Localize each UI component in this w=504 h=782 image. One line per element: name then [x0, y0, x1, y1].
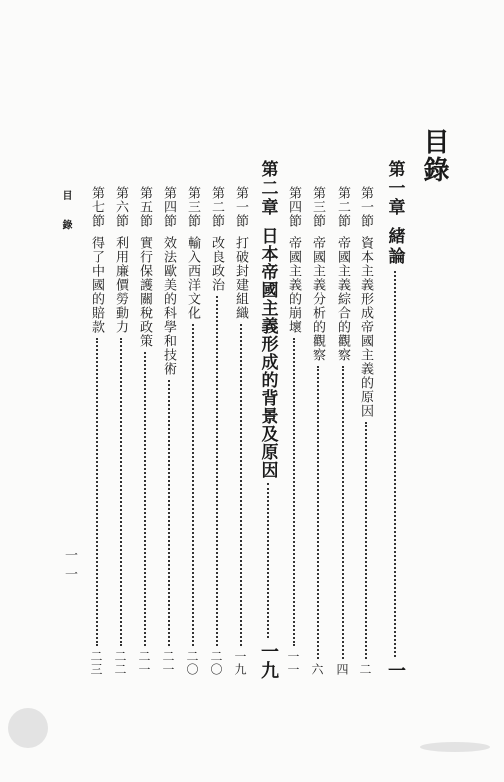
leader-dots	[394, 271, 396, 657]
leader-dots	[144, 352, 146, 646]
section-label: 第一節	[358, 186, 373, 228]
page-number: 二二	[113, 650, 127, 676]
section-label: 第一節	[233, 186, 248, 228]
leader-dots	[192, 324, 194, 646]
toc-section-2-7[interactable]	[87, 186, 106, 676]
leader-dots	[96, 338, 98, 646]
leader-dots	[365, 422, 367, 659]
page-number: 一一	[286, 650, 300, 676]
chapter-label: 第一章	[384, 160, 405, 217]
section-title: 帝國主義的崩壞	[286, 236, 301, 334]
scan-smudge	[420, 742, 490, 752]
chapter-title: 緒論	[384, 227, 405, 267]
page-number: 一	[385, 661, 406, 680]
section-label: 第四節	[286, 186, 301, 228]
page-number: 二一	[137, 650, 151, 676]
section-label: 第六節	[113, 186, 128, 228]
page-number: 二三	[89, 650, 103, 676]
section-title: 帝國主義分析的觀察	[310, 236, 325, 362]
section-label: 第二節	[335, 186, 350, 228]
section-title: 得了中國的賠款	[89, 236, 104, 334]
leader-dots	[317, 366, 319, 659]
toc-section-1-2[interactable]	[333, 186, 352, 676]
toc-section-1-1[interactable]	[356, 186, 375, 676]
page-number: 六	[310, 663, 324, 676]
page-number: 四	[335, 663, 349, 676]
leader-dots	[120, 338, 122, 646]
section-label: 第四節	[161, 186, 176, 228]
section-title: 改良政治	[209, 236, 224, 292]
toc-section-2-2[interactable]	[207, 186, 226, 676]
toc-section-1-4[interactable]	[284, 186, 303, 676]
toc-section-1-3[interactable]	[308, 186, 327, 676]
chapter-title: 日本帝國主義形成的背景及原因	[257, 227, 278, 479]
page-number: 二	[358, 663, 372, 676]
section-title: 帝國主義綜合的觀察	[335, 236, 350, 362]
page-number: 二一	[161, 650, 175, 676]
toc-section-2-4[interactable]	[159, 186, 178, 676]
toc-section-2-5[interactable]	[135, 186, 154, 676]
running-head: 目 錄	[60, 190, 71, 238]
page-number: 一九	[258, 642, 279, 680]
toc-section-2-6[interactable]	[111, 186, 130, 676]
section-title: 效法歐美的科學和技術	[161, 236, 176, 376]
leader-dots	[293, 338, 295, 646]
toc-section-2-1[interactable]	[231, 186, 250, 676]
section-title: 輸入西洋文化	[185, 236, 200, 320]
section-title: 打破封建組織	[233, 236, 248, 320]
section-label: 第七節	[89, 186, 104, 228]
folio-page-number: 一一	[62, 548, 77, 586]
leader-dots	[342, 366, 344, 659]
chapter-label: 第二章	[257, 160, 278, 217]
page-number: 一九	[233, 650, 247, 676]
leader-dots	[267, 483, 269, 638]
section-title: 資本主義形成帝國主義的原因	[358, 236, 373, 418]
section-title: 實行保護關稅政策	[137, 236, 152, 348]
leader-dots	[216, 296, 218, 646]
toc-chapter-2[interactable]	[255, 160, 281, 680]
section-label: 第三節	[185, 186, 200, 228]
section-label: 第三節	[310, 186, 325, 228]
leader-dots	[168, 380, 170, 646]
section-title: 利用廉價勞動力	[113, 236, 128, 334]
toc-section-2-3[interactable]	[183, 186, 202, 676]
toc-title: 目錄	[419, 128, 449, 184]
page-number: 二〇	[209, 650, 223, 676]
toc-chapter-1[interactable]	[382, 160, 408, 680]
leader-dots	[240, 324, 242, 646]
page-number: 二〇	[185, 650, 199, 676]
scan-smudge	[8, 708, 48, 748]
section-label: 第二節	[209, 186, 224, 228]
section-label: 第五節	[137, 186, 152, 228]
